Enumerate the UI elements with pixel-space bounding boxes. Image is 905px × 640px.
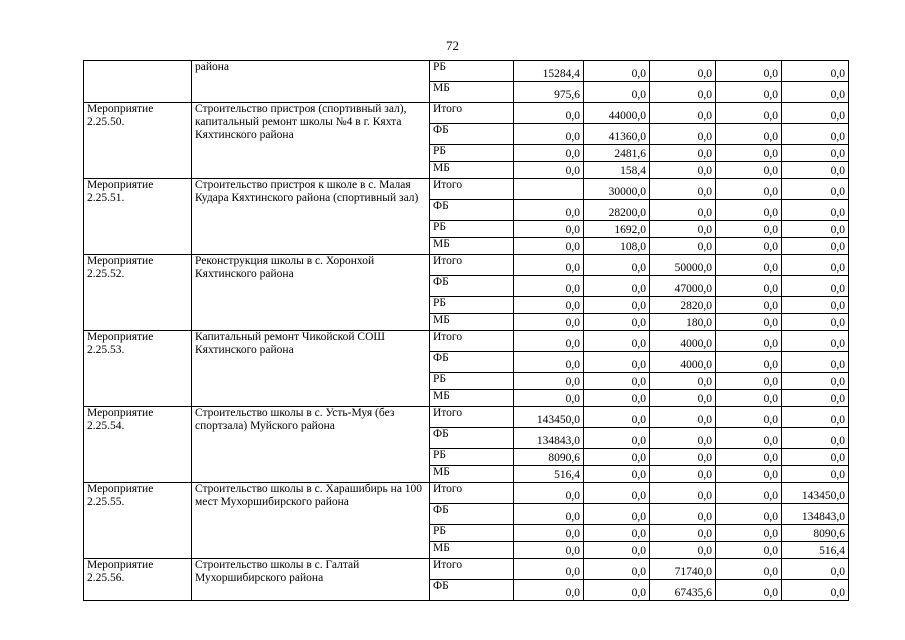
amount-cell: 15284,4 — [514, 61, 584, 82]
amount-cell: 0,0 — [782, 449, 849, 466]
amount-cell: 0,0 — [716, 162, 782, 179]
amount-cell: 0,0 — [514, 525, 584, 542]
amount-cell: 8090,6 — [514, 449, 584, 466]
funding-source: ФБ — [430, 200, 514, 221]
amount-cell: 0,0 — [584, 61, 650, 82]
amount-cell: 0,0 — [782, 297, 849, 314]
amount-cell: 0,0 — [782, 103, 849, 124]
amount-cell: 41360,0 — [584, 124, 650, 145]
amount-cell: 0,0 — [716, 276, 782, 297]
amount-cell: 134843,0 — [514, 428, 584, 449]
amount-cell: 0,0 — [782, 200, 849, 221]
measure-description: Строительство школы в с. Усть-Муя (без спортзала) Муйского района — [192, 407, 430, 483]
funding-source: Итого — [430, 483, 514, 504]
amount-cell: 0,0 — [782, 238, 849, 255]
amount-cell: 0,0 — [782, 373, 849, 390]
amount-cell: 0,0 — [716, 200, 782, 221]
amount-cell: 0,0 — [782, 352, 849, 373]
amount-cell: 0,0 — [650, 124, 716, 145]
amount-cell: 143450,0 — [514, 407, 584, 428]
amount-cell: 0,0 — [514, 238, 584, 255]
budget-table — [83, 60, 849, 601]
amount-cell: 0,0 — [716, 504, 782, 525]
amount-cell: 0,0 — [514, 373, 584, 390]
amount-cell: 0,0 — [514, 483, 584, 504]
amount-cell: 0,0 — [584, 352, 650, 373]
amount-cell: 975,6 — [514, 82, 584, 103]
funding-source: ФБ — [430, 276, 514, 297]
amount-cell: 44000,0 — [584, 103, 650, 124]
funding-source: РБ — [430, 525, 514, 542]
amount-cell: 0,0 — [716, 373, 782, 390]
funding-source: РБ — [430, 221, 514, 238]
amount-cell: 0,0 — [514, 314, 584, 331]
amount-cell: 0,0 — [650, 483, 716, 504]
amount-cell: 0,0 — [514, 542, 584, 559]
table-row — [84, 559, 849, 580]
amount-cell: 0,0 — [716, 61, 782, 82]
amount-cell: 0,0 — [782, 407, 849, 428]
amount-cell: 0,0 — [584, 276, 650, 297]
amount-cell: 143450,0 — [782, 483, 849, 504]
amount-cell: 0,0 — [650, 82, 716, 103]
amount-cell: 0,0 — [584, 483, 650, 504]
measure-description: Строительство школы в с. Галтай Мухоршибирского района — [192, 559, 430, 601]
amount-cell: 0,0 — [716, 179, 782, 200]
amount-cell: 2481,6 — [584, 145, 650, 162]
amount-cell: 0,0 — [716, 124, 782, 145]
table-row — [84, 255, 849, 276]
amount-cell: 0,0 — [650, 179, 716, 200]
measure-label: Мероприятие 2.25.50. — [84, 103, 192, 179]
amount-cell: 0,0 — [650, 221, 716, 238]
amount-cell: 0,0 — [716, 525, 782, 542]
funding-source: ФБ — [430, 580, 514, 601]
measure-label: Мероприятие 2.25.53. — [84, 331, 192, 407]
amount-cell: 0,0 — [716, 428, 782, 449]
amount-cell: 67435,6 — [650, 580, 716, 601]
funding-source: Итого — [430, 255, 514, 276]
amount-cell: 0,0 — [514, 297, 584, 314]
amount-cell: 0,0 — [782, 162, 849, 179]
amount-cell: 0,0 — [650, 390, 716, 407]
table-row — [84, 179, 849, 200]
amount-cell: 0,0 — [650, 373, 716, 390]
funding-source: Итого — [430, 179, 514, 200]
funding-source: ФБ — [430, 124, 514, 145]
amount-cell — [514, 179, 584, 200]
funding-source: МБ — [430, 542, 514, 559]
amount-cell: 0,0 — [514, 276, 584, 297]
funding-source: Итого — [430, 407, 514, 428]
amount-cell: 0,0 — [584, 390, 650, 407]
amount-cell: 0,0 — [514, 504, 584, 525]
amount-cell: 0,0 — [716, 449, 782, 466]
amount-cell: 0,0 — [782, 255, 849, 276]
funding-source: Итого — [430, 559, 514, 580]
funding-source: РБ — [430, 373, 514, 390]
amount-cell: 0,0 — [584, 449, 650, 466]
amount-cell: 0,0 — [650, 407, 716, 428]
funding-source: РБ — [430, 61, 514, 82]
amount-cell: 0,0 — [514, 221, 584, 238]
table-row — [84, 331, 849, 352]
amount-cell: 0,0 — [584, 407, 650, 428]
amount-cell: 2820,0 — [650, 297, 716, 314]
amount-cell: 0,0 — [716, 314, 782, 331]
measure-description: Капитальный ремонт Чикойской СОШ Кяхтинского района — [192, 331, 430, 407]
amount-cell: 0,0 — [782, 331, 849, 352]
amount-cell: 0,0 — [716, 82, 782, 103]
amount-cell: 0,0 — [782, 61, 849, 82]
funding-source: РБ — [430, 297, 514, 314]
amount-cell: 108,0 — [584, 238, 650, 255]
table-row — [84, 483, 849, 504]
amount-cell: 0,0 — [716, 483, 782, 504]
amount-cell: 0,0 — [716, 145, 782, 162]
amount-cell: 0,0 — [716, 407, 782, 428]
amount-cell: 180,0 — [650, 314, 716, 331]
amount-cell: 1692,0 — [584, 221, 650, 238]
amount-cell: 0,0 — [650, 449, 716, 466]
amount-cell: 0,0 — [782, 82, 849, 103]
amount-cell: 516,4 — [514, 466, 584, 483]
amount-cell: 4000,0 — [650, 331, 716, 352]
amount-cell: 0,0 — [584, 314, 650, 331]
amount-cell: 0,0 — [782, 390, 849, 407]
amount-cell: 0,0 — [782, 580, 849, 601]
amount-cell: 0,0 — [716, 559, 782, 580]
page-number: 72 — [446, 38, 459, 53]
amount-cell: 4000,0 — [650, 352, 716, 373]
amount-cell: 0,0 — [584, 580, 650, 601]
amount-cell: 0,0 — [650, 200, 716, 221]
measure-description: района — [192, 61, 430, 103]
funding-source: ФБ — [430, 352, 514, 373]
amount-cell: 0,0 — [584, 525, 650, 542]
amount-cell: 47000,0 — [650, 276, 716, 297]
measure-description: Реконструкция школы в с. Хоронхой Кяхтинского района — [192, 255, 430, 331]
amount-cell: 50000,0 — [650, 255, 716, 276]
amount-cell: 0,0 — [716, 542, 782, 559]
amount-cell: 0,0 — [650, 61, 716, 82]
measure-label — [84, 61, 192, 103]
measure-label: Мероприятие 2.25.55. — [84, 483, 192, 559]
amount-cell: 0,0 — [584, 466, 650, 483]
amount-cell: 0,0 — [650, 542, 716, 559]
measure-label: Мероприятие 2.25.52. — [84, 255, 192, 331]
amount-cell: 0,0 — [716, 580, 782, 601]
amount-cell: 0,0 — [514, 559, 584, 580]
amount-cell: 0,0 — [514, 162, 584, 179]
measure-label: Мероприятие 2.25.51. — [84, 179, 192, 255]
amount-cell: 0,0 — [650, 103, 716, 124]
amount-cell: 0,0 — [584, 504, 650, 525]
amount-cell: 0,0 — [650, 504, 716, 525]
amount-cell: 0,0 — [716, 466, 782, 483]
amount-cell: 0,0 — [584, 297, 650, 314]
funding-source: ФБ — [430, 428, 514, 449]
amount-cell: 0,0 — [782, 276, 849, 297]
amount-cell: 0,0 — [782, 428, 849, 449]
amount-cell: 0,0 — [514, 390, 584, 407]
funding-source: МБ — [430, 390, 514, 407]
measure-description: Строительство пристроя к школе в с. Малая Кудара Кяхтинского района (спортивный зал) — [192, 179, 430, 255]
amount-cell: 0,0 — [782, 221, 849, 238]
funding-source: Итого — [430, 331, 514, 352]
amount-cell: 30000,0 — [584, 179, 650, 200]
funding-source: ФБ — [430, 504, 514, 525]
amount-cell: 0,0 — [514, 331, 584, 352]
funding-source: МБ — [430, 466, 514, 483]
amount-cell: 0,0 — [650, 466, 716, 483]
amount-cell: 0,0 — [584, 542, 650, 559]
amount-cell: 0,0 — [650, 428, 716, 449]
amount-cell: 0,0 — [584, 373, 650, 390]
amount-cell: 0,0 — [782, 559, 849, 580]
amount-cell: 8090,6 — [782, 525, 849, 542]
measure-description: Строительство школы в с. Харашибирь на 100 мест Мухоршибирского района — [192, 483, 430, 559]
measure-label: Мероприятие 2.25.56. — [84, 559, 192, 601]
amount-cell: 71740,0 — [650, 559, 716, 580]
amount-cell: 0,0 — [584, 82, 650, 103]
funding-source: МБ — [430, 82, 514, 103]
amount-cell: 0,0 — [716, 238, 782, 255]
funding-source: МБ — [430, 314, 514, 331]
amount-cell: 516,4 — [782, 542, 849, 559]
table-row — [84, 61, 849, 82]
amount-cell: 0,0 — [514, 580, 584, 601]
amount-cell: 0,0 — [716, 221, 782, 238]
funding-source: МБ — [430, 162, 514, 179]
amount-cell: 0,0 — [514, 145, 584, 162]
amount-cell: 0,0 — [716, 331, 782, 352]
amount-cell: 0,0 — [782, 466, 849, 483]
funding-source: РБ — [430, 145, 514, 162]
amount-cell: 158,4 — [584, 162, 650, 179]
amount-cell: 0,0 — [650, 162, 716, 179]
amount-cell: 134843,0 — [782, 504, 849, 525]
amount-cell: 0,0 — [514, 352, 584, 373]
amount-cell: 0,0 — [650, 145, 716, 162]
amount-cell: 0,0 — [716, 390, 782, 407]
amount-cell: 0,0 — [514, 124, 584, 145]
amount-cell: 0,0 — [514, 200, 584, 221]
amount-cell: 0,0 — [584, 255, 650, 276]
amount-cell: 0,0 — [514, 103, 584, 124]
amount-cell: 0,0 — [584, 559, 650, 580]
amount-cell: 0,0 — [716, 297, 782, 314]
amount-cell: 0,0 — [782, 124, 849, 145]
amount-cell: 0,0 — [716, 255, 782, 276]
measure-label: Мероприятие 2.25.54. — [84, 407, 192, 483]
table-row — [84, 407, 849, 428]
amount-cell: 28200,0 — [584, 200, 650, 221]
amount-cell: 0,0 — [584, 428, 650, 449]
funding-source: МБ — [430, 238, 514, 255]
amount-cell: 0,0 — [514, 255, 584, 276]
amount-cell: 0,0 — [584, 331, 650, 352]
amount-cell: 0,0 — [716, 352, 782, 373]
measure-description: Строительство пристроя (спортивный зал), капитальный ремонт школы №4 в г. Кяхта Кяхтинского района — [192, 103, 430, 179]
amount-cell: 0,0 — [782, 179, 849, 200]
amount-cell: 0,0 — [716, 103, 782, 124]
funding-source: Итого — [430, 103, 514, 124]
amount-cell: 0,0 — [782, 314, 849, 331]
funding-source: РБ — [430, 449, 514, 466]
amount-cell: 0,0 — [650, 525, 716, 542]
amount-cell: 0,0 — [782, 145, 849, 162]
amount-cell: 0,0 — [650, 238, 716, 255]
table-row — [84, 103, 849, 124]
